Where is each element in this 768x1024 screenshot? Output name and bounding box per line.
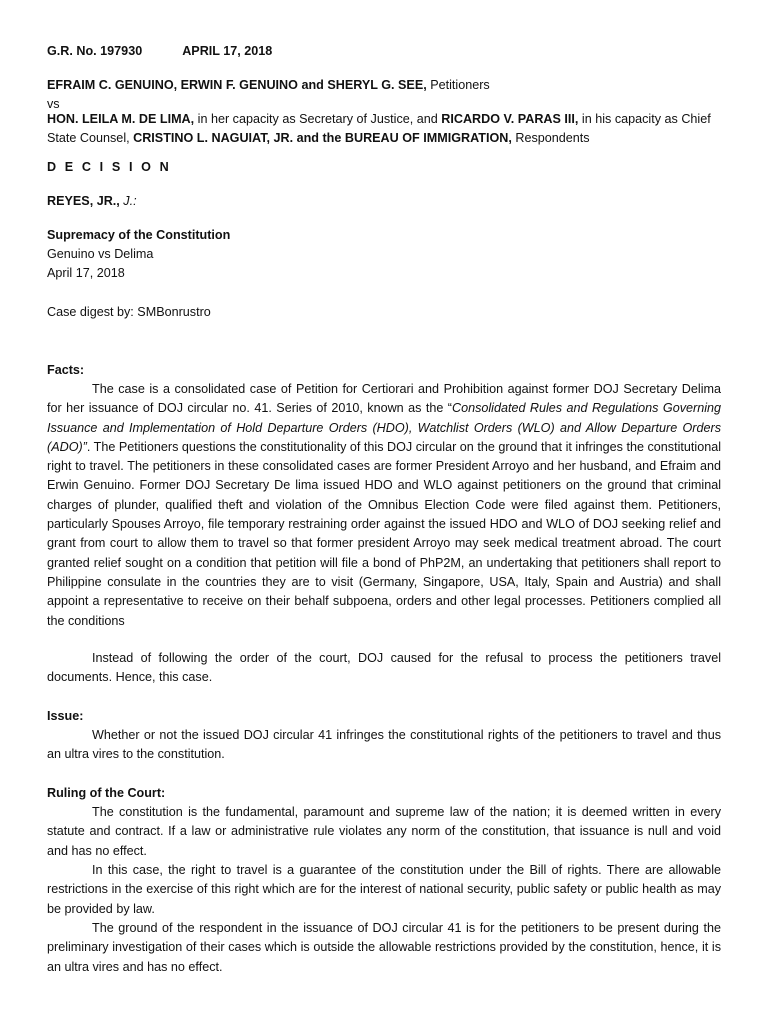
digest-case-name: Genuino vs Delima	[47, 247, 154, 261]
circular-title: Consolidated Rules and Regulations Governing Issuance and Implementation of Hold Departure Orders (HDO), Watchlist Orders (WLO) and Allow Departure Orders (ADO)”	[47, 401, 722, 454]
ponente-title: J.:	[123, 194, 137, 208]
ruling-paragraph-3: The ground of the respondent in the issuance of DOJ circular 41 is for the petitioners to be present during the preliminary investigation of their cases which is outside the allowable restrictions provided by the constitution, hence, it is an ultra vires and has no effect.	[47, 921, 721, 974]
ruling-paragraph-1: The constitution is the fundamental, paramount and supreme law of the nation; it is deemed written in every statute and contract. If a law or administrative rule violates any norm of the constitution, that issuance is null and void and has no effect.	[47, 805, 721, 858]
ruling-paragraph-2: In this case, the right to travel is a guarantee of the constitution under the Bill of rights. There are allowable restrictions in the exercise of this right which are for the interest of national security, public safety or public health as may be provided by law.	[47, 863, 721, 916]
digest-date: April 17, 2018	[47, 266, 125, 280]
respondents-block	[47, 110, 721, 149]
respondent-paras-role: in his capacity as Chief State Counsel,	[47, 112, 711, 146]
ruling-heading: Ruling of the Court:	[47, 786, 166, 800]
digest-topic: Supremacy of the Constitution	[47, 228, 231, 242]
facts-paragraph-2: Instead of following the order of the court, DOJ caused for the refusal to process the petitioners travel documents. Hence, this case.	[47, 651, 721, 685]
decision-date: APRIL 17, 2018	[182, 44, 273, 58]
ponente-line	[47, 192, 721, 211]
issue-heading: Issue:	[47, 709, 84, 723]
digest-author: Case digest by: SMBonrustro	[47, 305, 211, 319]
respondents-label: Respondents	[511, 131, 590, 146]
facts-heading: Facts:	[47, 363, 85, 377]
versus-line: vs	[47, 97, 60, 111]
respondent-de-lima: HON. LEILA M. DE LIMA,	[47, 112, 195, 126]
facts-paragraph-1: The case is a consolidated case of Petition for Certiorari and Prohibition against former DOJ Secretary Delima for her issuance of DOJ circular no. 41. Series of 2010, known as the “Consolidated Rules and Regulations Governing Issuance and Implementation of Hold Departure Orders (HDO), Watchlist Orders (WLO) and Allow Departure Orders (ADO)”. The Petitioners questions the constitutionality of this DOJ circular on the ground that it infringes the constitutional right to travel. The petitioners in these consolidated cases are former President Arroyo and her husband, and Efraim and Erwin Genuino. Former DOJ Secretary De lima issued HDO and WLO against petitioners on the ground that criminal charges of plunder, qualified theft and violation of the Omnibus Election Code were filed against them. Petitioners, particularly Spouses Arroyo, file temporary restraining order against the issued HDO and WLO of DOJ seeking relief and grant from court to allow them to travel so that former president Arroyo may seek medical treatment abroad. The court granted relief sought on a condition that petition will file a bond of PhP2M, an undertaking that petitioners shall report to Philippine consulate in the countries they are to visit (Germany, Singapore, USA, Italy, Spain and Austria) and shall appoint a representative to receive on their behalf subpoena, orders and other legal processes. Petitioners complied all the conditions	[47, 382, 722, 628]
ponente-name: REYES, JR.,	[47, 194, 120, 208]
petitioners-label: Petitioners	[430, 78, 490, 92]
issue-paragraph: Whether or not the issued DOJ circular 41 infringes the constitutional rights of the petitioners to travel and thus an ultra vires to the constitution.	[47, 728, 721, 762]
petitioners-line	[47, 76, 721, 95]
respondent-naguiat-boi: CRISTINO L. NAGUIAT, JR. and the BUREAU OF IMMIGRATION,	[133, 131, 512, 146]
respondent-de-lima-role: in her capacity as Secretary of Justice, and	[194, 112, 442, 126]
petitioners-names: EFRAIM C. GENUINO, ERWIN F. GENUINO and SHERYL G. SEE,	[47, 78, 427, 92]
respondent-paras: RICARDO V. PARAS III,	[441, 112, 579, 126]
case-header	[47, 42, 721, 61]
decision-heading: D E C I S I O N	[47, 160, 172, 174]
gr-number: G.R. No. 197930	[47, 44, 143, 58]
